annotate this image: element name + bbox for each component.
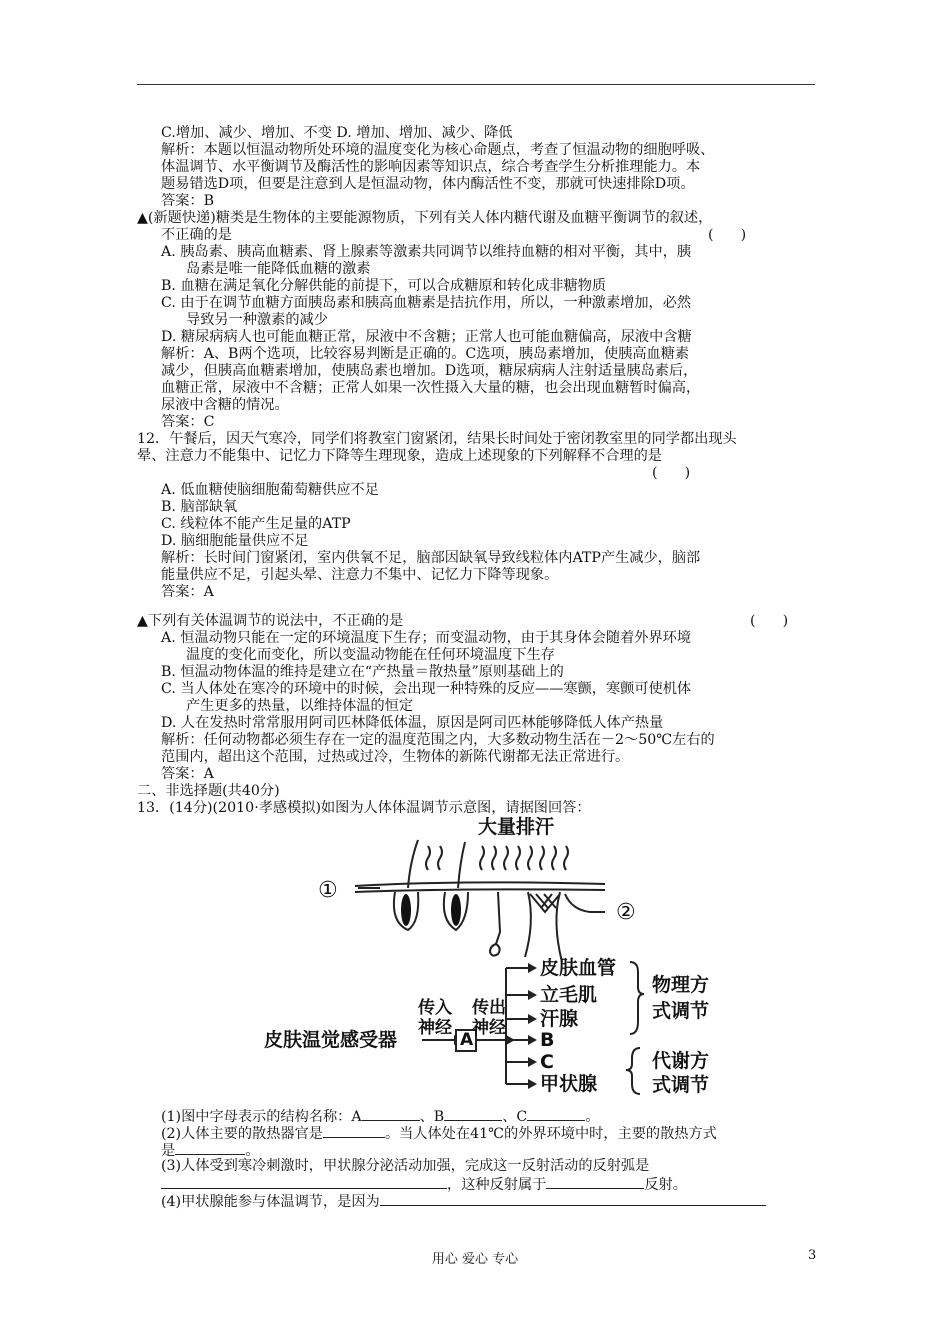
blank-heat-organ[interactable] [323, 1124, 385, 1138]
blank-reflex-arc[interactable] [161, 1175, 447, 1189]
thermoregulation-diagram [260, 812, 740, 1104]
page-footer: 用心 爱心 专心 [431, 1252, 519, 1267]
efferent-label: 传出 [472, 998, 506, 1018]
afferent-label: 神经 [418, 1018, 452, 1038]
answer-paren: ( ) [708, 227, 747, 243]
option-line: D. 脑细胞能量供应不足 [161, 533, 309, 549]
efferent-label: 神经 [472, 1018, 506, 1038]
target-sweat-gland: 汗腺 [540, 1008, 579, 1030]
analysis-line: 能量供应不足，引起头晕、注意力不集中、记忆力下降等现象。 [161, 567, 559, 583]
header-rule [137, 84, 815, 85]
option-line: C.增加、减少、增加、不变 D. 增加、增加、减少、降低 [161, 125, 513, 141]
target-thyroid: 甲状腺 [540, 1073, 598, 1095]
option-line: B. 脑部缺氧 [161, 499, 238, 515]
question-line: 晕、注意力不能集中、记忆力下降等生理现象，造成上述现象的下列解释不合理的是 [137, 448, 662, 464]
analysis-line: 血糖正常，尿液中不含糖；正常人如果一次性摄入大量的糖，也会出现血糖暂时偏高， [161, 380, 701, 396]
question-line: ▲下列有关体温调节的说法中，不正确的是 [137, 613, 404, 629]
question-line: 12．午餐后，因天气寒冷，同学们将教室门窗紧闭，结果长时间处于密闭教室里的同学都出现头 [137, 431, 737, 447]
target-c: C [540, 1051, 554, 1073]
option-line: 温度的变化而变化，所以变温动物能在任何环境温度下生存 [186, 647, 555, 663]
page-number: 3 [808, 1248, 817, 1263]
triangle-icon: ▲ [137, 613, 148, 629]
triangle-icon: ▲ [137, 210, 148, 226]
subquestion-3-cont: ，这种反射属于 反射。 [161, 1175, 687, 1194]
subquestion-1: (1)图中字母表示的结构名称：A 、B 、C 。 [161, 1109, 600, 1125]
analysis-line: 解析：本题以恒温动物所处环境的温度变化为核心命题点，考查了恒温动物的细胞呼吸、 [161, 142, 715, 158]
blank-reflex-type[interactable] [546, 1175, 644, 1189]
analysis-line: 解析：任何动物都必须生存在一定的温度范围之内，大多数动物生活在－2～50℃左右的 [161, 732, 715, 748]
answer-line: 答案：C [161, 414, 215, 430]
analysis-line: 题易错选D项，但要是注意到人是恒温动物，体内酶活性不变，那就可快速排除D项。 [161, 176, 695, 192]
answer-paren: ( ) [652, 465, 691, 481]
option-line: A. 胰岛素、胰高血糖素、肾上腺素等激素共同调节以维持血糖的相对平衡，其中，胰 [161, 244, 692, 260]
label-2: ② [616, 900, 636, 925]
option-line: A. 恒温动物只能在一定的环境温度下生存；而变温动物，由于其身体会随着外界环境 [161, 630, 692, 646]
analysis-line: 解析：A、B两个选项，比较容易判断是正确的。C选项，胰岛素增加，使胰高血糖素 [161, 346, 690, 362]
option-line: D. 人在发热时常常服用阿司匹林降低体温，原因是阿司匹林能够降低人体产热量 [161, 715, 664, 731]
option-line: B. 血糖在满足氧化分解供能的前提下，可以合成糖原和转化成非糖物质 [161, 278, 607, 294]
label-1: ① [318, 878, 338, 903]
afferent-label: 传入 [418, 998, 452, 1018]
option-line: 产生更多的热量，以维持体温的恒定 [186, 698, 414, 714]
option-line: D. 糖尿病病人也可能血糖正常，尿液中不含糖；正常人也可能血糖偏高，尿液中含糖 [161, 329, 692, 345]
diagram-title: 大量排汗 [478, 816, 555, 838]
analysis-line: 尿液中含糖的情况。 [161, 397, 289, 413]
target-arrector-pili: 立毛肌 [540, 984, 598, 1006]
question-line: 不正确的是 [161, 227, 232, 243]
analysis-line: 体温调节、水平衡调节及酶活性的影响因素等知识点，综合考查学生分析推理能力。本 [161, 159, 701, 175]
answer-line: 答案：A [161, 584, 214, 600]
metabolic-regulation-label: 式调节 [652, 1074, 710, 1096]
option-line: 导致另一种激素的减少 [186, 312, 328, 328]
structure-a-label: A [460, 1030, 474, 1050]
metabolic-regulation-label: 代谢方 [652, 1050, 710, 1072]
target-b: B [540, 1029, 555, 1051]
section-heading: 二、非选择题(共40分) [137, 783, 280, 799]
option-line: A. 低血糖使脑细胞葡萄糖供应不足 [161, 482, 379, 498]
option-line: 岛素是唯一能降低血糖的激素 [186, 261, 371, 277]
target-skin-vessels: 皮肤血管 [540, 957, 617, 979]
answer-line: 答案：B [161, 193, 214, 209]
subquestion-2: (2)人体主要的散热器官是 。当人体处在41℃的外界环境中时，主要的散热方式 [161, 1126, 717, 1142]
option-line: B. 恒温动物体温的维持是建立在“产热量＝散热量”原则基础上的 [161, 664, 564, 680]
subquestion-2-cont: 是 。 [161, 1143, 260, 1159]
physical-regulation-label: 式调节 [652, 1000, 710, 1022]
blank-heat-method[interactable] [175, 1141, 245, 1155]
option-line: C. 由于在调节血糖方面胰岛素和胰高血糖素是拮抗作用，所以，一种激素增加，必然 [161, 295, 692, 311]
blank-thyroid-reason[interactable] [380, 1192, 766, 1206]
blank-a[interactable] [362, 1107, 420, 1121]
question-line: 13．(14分)(2010·孝感模拟)如图为人体体温调节示意图，请据图回答： [137, 800, 591, 816]
analysis-line: 减少，但胰高血糖素增加，使胰岛素也增加。D选项，糖尿病病人注射适量胰岛素后， [161, 363, 698, 379]
physical-regulation-label: 物理方 [652, 974, 710, 996]
answer-paren: ( ) [750, 613, 789, 629]
analysis-line: 范围内，超出这个范围，过热或过冷，生物体的新陈代谢都无法正常进行。 [161, 749, 630, 765]
subquestion-4: (4)甲状腺能参与体温调节，是因为 [161, 1192, 766, 1211]
question-line: ▲(新题快递)糖类是生物体的主要能源物质，下列有关人体内糖代谢及血糖平衡调节的叙述， [137, 210, 713, 226]
blank-b[interactable] [444, 1107, 502, 1121]
option-line: C. 线粒体不能产生足量的ATP [161, 516, 351, 532]
receptor-label: 皮肤温觉感受器 [264, 1029, 398, 1051]
answer-line: 答案：A [161, 766, 214, 782]
option-line: C. 当人体处在寒冷的环境中的时候，会出现一种特殊的反应——寒颤，寒颤可使机体 [161, 681, 692, 697]
analysis-line: 解析：长时间门窗紧闭，室内供氧不足，脑部因缺氧导致线粒体内ATP产生减少，脑部 [161, 550, 701, 566]
blank-c[interactable] [527, 1107, 585, 1121]
subquestion-3: (3)人体受到寒冷刺激时，甲状腺分泌活动加强，完成这一反射活动的反射弧是 [161, 1158, 650, 1174]
